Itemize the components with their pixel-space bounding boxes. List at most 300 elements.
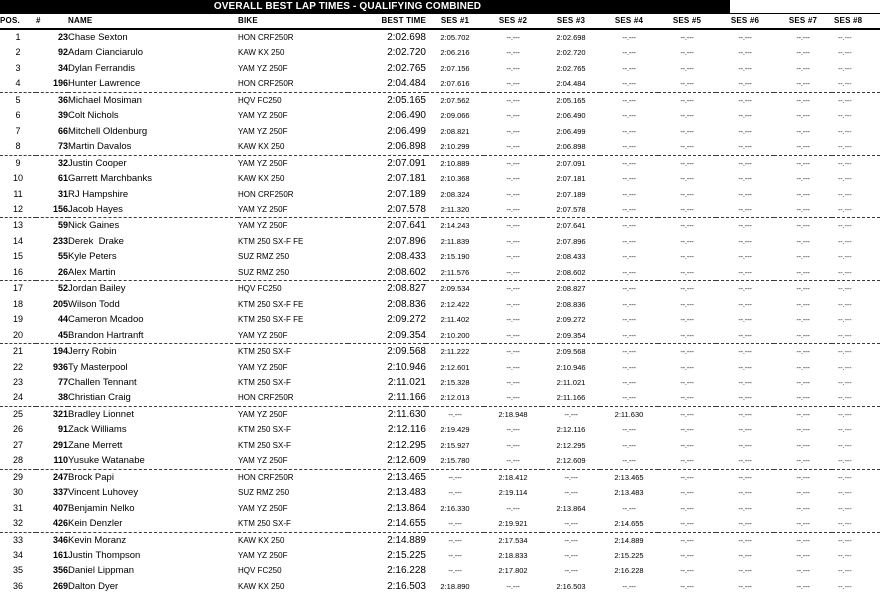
cell-ses-4: 2:14.655 (614, 519, 644, 529)
cell-bike: YAM YZ 250F (238, 330, 288, 340)
cell-ses-6: --.--- (738, 299, 752, 309)
cell-ses-6: --.--- (738, 315, 752, 325)
cell-bike: KAW KX 250 (238, 581, 285, 591)
cell-ses-8: --.--- (838, 456, 852, 466)
cell-ses-5: --.--- (680, 79, 694, 89)
cell-ses-3: 2:08.827 (556, 284, 586, 294)
table-row[interactable] (0, 45, 880, 60)
cell-bike: SUZ RMZ 250 (238, 252, 290, 262)
cell-number: 936 (52, 361, 68, 372)
cell-ses-6: --.--- (738, 33, 752, 42)
table-row[interactable] (0, 139, 880, 154)
table-row[interactable] (0, 532, 880, 548)
cell-ses-6: --.--- (738, 142, 752, 152)
cell-name: Jordan Bailey (68, 283, 126, 295)
table-row[interactable] (0, 360, 880, 375)
cell-ses-3: 2:08.836 (556, 299, 586, 309)
cell-ses-5: --.--- (680, 519, 694, 529)
cell-best-time: 2:09.568 (387, 346, 426, 358)
cell-ses-6: --.--- (738, 79, 752, 89)
table-row[interactable] (0, 422, 880, 437)
cell-pos: 5 (15, 94, 21, 105)
cell-ses-8: --.--- (838, 488, 852, 498)
cell-number: 92 (57, 47, 68, 58)
table-row[interactable] (0, 469, 880, 485)
table-row[interactable] (0, 453, 880, 468)
cell-ses-8: --.--- (838, 174, 852, 184)
cell-bike: YAM YZ 250F (238, 221, 288, 231)
cell-ses-2: --.--- (506, 581, 520, 591)
cell-ses-8: --.--- (838, 142, 852, 152)
cell-ses-4: --.--- (622, 330, 636, 340)
cell-pos: 27 (12, 439, 23, 450)
cell-bike: YAM YZ 250F (238, 63, 288, 73)
cell-ses-5: --.--- (680, 267, 694, 277)
cell-ses-3: --.--- (564, 472, 578, 482)
page-title: OVERALL BEST LAP TIMES - QUALIFYING COMBINED (213, 1, 482, 12)
cell-ses-1: 2:15.780 (440, 456, 470, 466)
cell-bike: YAM YZ 250F (238, 456, 288, 466)
cell-name: Nick Gaines (68, 220, 120, 232)
cell-ses-8: --.--- (838, 535, 852, 545)
table-row[interactable] (0, 108, 880, 123)
table-row[interactable] (0, 124, 880, 139)
cell-ses-5: --.--- (680, 581, 694, 591)
table-row[interactable] (0, 76, 880, 91)
cell-number: 55 (57, 251, 68, 262)
cell-best-time: 2:11.630 (387, 408, 426, 420)
cell-ses-8: --.--- (838, 503, 852, 513)
cell-ses-6: --.--- (738, 581, 752, 591)
cell-pos: 15 (12, 251, 23, 262)
cell-ses-4: --.--- (622, 581, 636, 591)
column-header-number[interactable]: # (36, 14, 68, 30)
cell-ses-1: 2:08.324 (440, 189, 470, 199)
cell-ses-6: --.--- (738, 330, 752, 340)
cell-best-time: 2:02.698 (387, 32, 426, 43)
cell-pos: 16 (12, 266, 23, 277)
cell-bike: SUZ RMZ 250 (238, 488, 290, 498)
cell-pos: 11 (13, 188, 23, 199)
cell-bike: HON CRF250R (238, 472, 294, 482)
cell-ses-2: --.--- (506, 425, 520, 435)
cell-ses-3: --.--- (564, 488, 578, 498)
table-row[interactable] (0, 516, 880, 531)
cell-name: Kyle Peters (68, 251, 117, 263)
cell-number: 73 (57, 141, 68, 152)
cell-pos: 23 (12, 376, 23, 387)
cell-ses-1: 2:16.330 (440, 503, 470, 513)
cell-bike: KAW KX 250 (238, 48, 285, 58)
cell-ses-4: --.--- (622, 377, 636, 387)
cell-ses-5: --.--- (680, 111, 694, 121)
cell-ses-3: 2:02.698 (556, 33, 586, 42)
table-row[interactable] (0, 171, 880, 186)
cell-ses-2: --.--- (506, 347, 520, 357)
cell-best-time: 2:07.091 (387, 157, 426, 169)
cell-ses-2: --.--- (506, 63, 520, 73)
cell-ses-3: 2:07.181 (556, 174, 586, 184)
cell-number: 36 (57, 94, 68, 105)
cell-ses-4: --.--- (622, 456, 636, 466)
cell-ses-1: 2:10.889 (440, 158, 470, 168)
cell-ses-6: --.--- (738, 377, 752, 387)
cell-bike: HQV FC250 (238, 95, 282, 105)
cell-ses-4: --.--- (622, 362, 636, 372)
cell-ses-3: 2:04.484 (556, 79, 586, 89)
table-row[interactable] (0, 265, 880, 280)
cell-name: Brandon Hartranft (68, 329, 144, 341)
cell-ses-1: --.--- (448, 519, 462, 529)
cell-ses-3: 2:07.578 (556, 204, 586, 214)
cell-ses-7: --.--- (796, 535, 810, 545)
cell-name: Benjamin Nelko (68, 502, 135, 514)
table-row[interactable] (0, 249, 880, 264)
cell-ses-1: --.--- (448, 409, 462, 419)
cell-ses-3: 2:09.568 (556, 347, 586, 357)
column-header-ses-1[interactable]: SES #1 (426, 14, 484, 30)
cell-ses-4: --.--- (622, 79, 636, 89)
cell-ses-6: --.--- (738, 189, 752, 199)
cell-number: 66 (57, 125, 68, 136)
cell-ses-1: --.--- (448, 488, 462, 498)
table-body (0, 29, 880, 594)
cell-best-time: 2:04.484 (387, 78, 426, 90)
cell-name: RJ Hampshire (68, 188, 129, 200)
cell-ses-1: 2:12.013 (440, 393, 470, 403)
column-header-ses-7[interactable]: SES #7 (774, 14, 832, 30)
cell-ses-4: --.--- (622, 503, 636, 513)
cell-ses-4: --.--- (622, 425, 636, 435)
cell-bike: HON CRF250R (238, 79, 294, 89)
cell-ses-5: --.--- (680, 535, 694, 545)
cell-ses-3: 2:07.641 (556, 221, 586, 231)
table-row[interactable] (0, 297, 880, 312)
cell-ses-2: --.--- (506, 377, 520, 387)
cell-ses-2: --.--- (506, 189, 520, 199)
cell-ses-3: 2:07.896 (556, 236, 586, 246)
cell-ses-8: --.--- (838, 440, 852, 450)
cell-ses-6: --.--- (738, 347, 752, 357)
column-header-ses-4[interactable]: SES #4 (600, 14, 658, 30)
cell-ses-8: --.--- (838, 111, 852, 121)
table-row[interactable] (0, 312, 880, 327)
cell-ses-2: --.--- (506, 252, 520, 262)
cell-name: Garrett Marchbanks (68, 173, 152, 185)
cell-name: Vincent Luhovey (68, 487, 139, 499)
cell-bike: HQV FC250 (238, 566, 282, 576)
cell-ses-7: --.--- (796, 252, 810, 262)
cell-number: 321 (52, 408, 68, 419)
cell-ses-1: 2:09.534 (440, 284, 470, 294)
cell-number: 196 (52, 78, 68, 89)
cell-ses-4: --.--- (622, 142, 636, 152)
cell-ses-4: --.--- (622, 252, 636, 262)
cell-ses-5: --.--- (680, 284, 694, 294)
page-title-bar (0, 0, 730, 13)
cell-ses-4: --.--- (622, 174, 636, 184)
column-header-ses-8[interactable]: SES #8 (832, 14, 880, 30)
column-header-ses-3[interactable]: SES #3 (542, 14, 600, 30)
cell-number: 61 (57, 173, 68, 184)
cell-name: Kein Denzler (68, 518, 123, 530)
cell-name: Justin Cooper (68, 157, 127, 169)
cell-ses-7: --.--- (796, 425, 810, 435)
table-row[interactable] (0, 29, 880, 45)
cell-ses-4: 2:14.889 (614, 535, 644, 545)
cell-ses-6: --.--- (738, 519, 752, 529)
cell-bike: KTM 250 SX-F FE (238, 315, 304, 325)
cell-ses-7: --.--- (796, 362, 810, 372)
table-row[interactable] (0, 344, 880, 360)
cell-ses-7: --.--- (796, 519, 810, 529)
cell-pos: 17 (12, 283, 23, 294)
cell-ses-4: --.--- (622, 95, 636, 105)
cell-ses-1: 2:15.190 (440, 252, 470, 262)
cell-ses-7: --.--- (796, 158, 810, 168)
cell-ses-5: --.--- (680, 550, 694, 560)
cell-best-time: 2:07.641 (387, 220, 426, 232)
cell-ses-5: --.--- (680, 142, 694, 152)
cell-pos: 36 (12, 580, 23, 591)
cell-ses-6: --.--- (738, 174, 752, 184)
table-header (0, 14, 880, 30)
cell-ses-2: 2:18.948 (498, 409, 528, 419)
table-row[interactable] (0, 328, 880, 343)
cell-bike: KTM 250 SX-F FE (238, 299, 304, 309)
table-row[interactable] (0, 548, 880, 563)
cell-bike: YAM YZ 250F (238, 362, 288, 372)
cell-ses-2: --.--- (506, 204, 520, 214)
cell-pos: 19 (12, 314, 23, 325)
cell-ses-6: --.--- (738, 221, 752, 231)
cell-name: Cameron Mcadoo (68, 314, 144, 326)
table-row[interactable] (0, 563, 880, 578)
cell-ses-3: --.--- (564, 519, 578, 529)
cell-ses-6: --.--- (738, 267, 752, 277)
cell-bike: KAW KX 250 (238, 174, 285, 184)
cell-best-time: 2:08.433 (387, 251, 426, 263)
cell-bike: KTM 250 SX-F (238, 377, 291, 387)
table-row[interactable] (0, 390, 880, 405)
cell-best-time: 2:12.609 (387, 455, 426, 467)
cell-ses-8: --.--- (838, 158, 852, 168)
cell-ses-4: --.--- (622, 315, 636, 325)
cell-bike: SUZ RMZ 250 (238, 267, 290, 277)
table-row[interactable] (0, 92, 880, 108)
table-row[interactable] (0, 281, 880, 297)
cell-ses-4: --.--- (622, 347, 636, 357)
cell-bike: KTM 250 SX-F (238, 425, 291, 435)
column-header-name[interactable]: NAME (68, 14, 238, 30)
table-row[interactable] (0, 187, 880, 202)
cell-bike: HQV FC250 (238, 284, 282, 294)
cell-bike: KAW KX 250 (238, 142, 285, 152)
cell-ses-7: --.--- (796, 409, 810, 419)
cell-ses-4: --.--- (622, 393, 636, 403)
cell-ses-4: 2:11.630 (614, 409, 644, 419)
cell-ses-1: --.--- (448, 535, 462, 545)
cell-ses-8: --.--- (838, 267, 852, 277)
cell-ses-6: --.--- (738, 95, 752, 105)
cell-name: Adam Cianciarulo (68, 47, 143, 59)
cell-ses-5: --.--- (680, 126, 694, 136)
cell-ses-2: --.--- (506, 126, 520, 136)
cell-ses-6: --.--- (738, 111, 752, 121)
cell-ses-1: 2:11.402 (440, 315, 470, 325)
cell-bike: HON CRF250R (238, 189, 294, 199)
cell-ses-7: --.--- (796, 284, 810, 294)
cell-ses-8: --.--- (838, 33, 852, 42)
cell-ses-5: --.--- (680, 425, 694, 435)
cell-name: Challen Tennant (68, 376, 137, 388)
column-header-best-time[interactable]: BEST TIME (348, 14, 426, 30)
cell-number: 44 (57, 314, 68, 325)
cell-ses-6: --.--- (738, 284, 752, 294)
cell-ses-5: --.--- (680, 456, 694, 466)
cell-ses-4: 2:16.228 (614, 566, 644, 576)
cell-ses-2: --.--- (506, 174, 520, 184)
cell-best-time: 2:05.165 (387, 94, 426, 106)
cell-pos: 28 (12, 455, 23, 466)
cell-ses-8: --.--- (838, 315, 852, 325)
cell-ses-7: --.--- (796, 503, 810, 513)
cell-bike: KTM 250 SX-F (238, 519, 291, 529)
cell-ses-3: 2:02.720 (556, 48, 586, 58)
cell-ses-3: --.--- (564, 566, 578, 576)
cell-number: 291 (52, 439, 68, 450)
table-row[interactable] (0, 155, 880, 171)
cell-ses-5: --.--- (680, 189, 694, 199)
cell-bike: KTM 250 SX-F (238, 347, 291, 357)
cell-best-time: 2:07.181 (387, 173, 426, 185)
cell-ses-2: --.--- (506, 95, 520, 105)
cell-ses-5: --.--- (680, 347, 694, 357)
table-row[interactable] (0, 501, 880, 516)
cell-ses-7: --.--- (796, 581, 810, 591)
cell-ses-5: --.--- (680, 252, 694, 262)
cell-ses-3: 2:09.354 (556, 330, 586, 340)
cell-ses-1: 2:11.320 (440, 204, 470, 214)
cell-ses-4: --.--- (622, 33, 636, 42)
cell-pos: 1 (15, 32, 21, 42)
cell-ses-7: --.--- (796, 142, 810, 152)
table-row[interactable] (0, 579, 880, 594)
cell-pos: 13 (12, 220, 23, 231)
cell-ses-7: --.--- (796, 189, 810, 199)
cell-ses-2: --.--- (506, 142, 520, 152)
cell-ses-6: --.--- (738, 158, 752, 168)
cell-ses-3: --.--- (564, 550, 578, 560)
cell-ses-5: --.--- (680, 95, 694, 105)
cell-ses-4: 2:15.225 (614, 550, 644, 560)
cell-ses-8: --.--- (838, 284, 852, 294)
cell-best-time: 2:02.765 (387, 62, 426, 74)
column-header-pos[interactable]: POS. (0, 14, 36, 30)
cell-ses-2: 2:17.802 (498, 566, 528, 576)
cell-ses-4: --.--- (622, 221, 636, 231)
cell-ses-4: --.--- (622, 284, 636, 294)
cell-ses-8: --.--- (838, 362, 852, 372)
cell-name: Dalton Dyer (68, 580, 119, 592)
column-header-bike[interactable]: BIKE (238, 14, 348, 30)
cell-ses-8: --.--- (838, 252, 852, 262)
cell-name: Daniel Lippman (68, 565, 135, 577)
cell-ses-8: --.--- (838, 48, 852, 58)
cell-pos: 10 (12, 173, 23, 184)
cell-ses-4: --.--- (622, 267, 636, 277)
cell-best-time: 2:06.499 (387, 125, 426, 137)
table-row[interactable] (0, 234, 880, 249)
cell-name: Kevin Moranz (68, 534, 127, 546)
cell-ses-7: --.--- (796, 330, 810, 340)
cell-pos: 21 (12, 346, 23, 357)
cell-number: 346 (52, 534, 68, 545)
cell-best-time: 2:13.465 (387, 471, 426, 483)
table-row[interactable] (0, 218, 880, 234)
cell-name: Bradley Lionnet (68, 408, 135, 420)
cell-best-time: 2:08.602 (387, 266, 426, 278)
cell-ses-1: 2:12.422 (440, 299, 470, 309)
cell-best-time: 2:12.116 (387, 424, 426, 436)
cell-pos: 4 (15, 78, 21, 89)
cell-ses-7: --.--- (796, 95, 810, 105)
cell-ses-7: --.--- (796, 111, 810, 121)
cell-number: 26 (57, 266, 68, 277)
table-row[interactable] (0, 61, 880, 76)
column-header-ses-5[interactable]: SES #5 (658, 14, 716, 30)
cell-name: Alex Martin (68, 266, 116, 278)
cell-ses-1: 2:07.156 (440, 63, 470, 73)
cell-best-time: 2:09.354 (387, 329, 426, 341)
column-header-ses-2[interactable]: SES #2 (484, 14, 542, 30)
cell-name: Zane Merrett (68, 439, 123, 451)
table-row[interactable] (0, 406, 880, 422)
table-row[interactable] (0, 485, 880, 500)
cell-name: Ty Masterpool (68, 361, 128, 373)
cell-ses-1: 2:05.702 (440, 33, 470, 42)
cell-ses-1: 2:11.576 (440, 267, 470, 277)
cell-ses-2: --.--- (506, 315, 520, 325)
cell-ses-8: --.--- (838, 409, 852, 419)
cell-pos: 6 (15, 110, 21, 121)
cell-bike: KTM 250 SX-F FE (238, 236, 304, 246)
cell-ses-6: --.--- (738, 566, 752, 576)
cell-name: Wilson Todd (68, 298, 120, 310)
cell-ses-7: --.--- (796, 315, 810, 325)
table-row[interactable] (0, 202, 880, 217)
cell-bike: HON CRF250R (238, 33, 294, 42)
cell-ses-6: --.--- (738, 488, 752, 498)
cell-best-time: 2:15.225 (387, 549, 426, 561)
cell-bike: YAM YZ 250F (238, 503, 288, 513)
cell-name: Derek Drake (68, 235, 124, 247)
cell-number: 31 (57, 188, 68, 199)
cell-ses-8: --.--- (838, 189, 852, 199)
cell-ses-4: --.--- (622, 189, 636, 199)
cell-pos: 25 (12, 408, 23, 419)
cell-pos: 30 (12, 487, 23, 498)
cell-ses-3: 2:08.602 (556, 267, 586, 277)
table-row[interactable] (0, 438, 880, 453)
column-header-ses-6[interactable]: SES #6 (716, 14, 774, 30)
cell-ses-7: --.--- (796, 393, 810, 403)
cell-ses-3: 2:08.433 (556, 252, 586, 262)
cell-ses-7: --.--- (796, 63, 810, 73)
cell-best-time: 2:13.483 (387, 487, 426, 499)
cell-number: 426 (52, 518, 68, 529)
table-row[interactable] (0, 375, 880, 390)
